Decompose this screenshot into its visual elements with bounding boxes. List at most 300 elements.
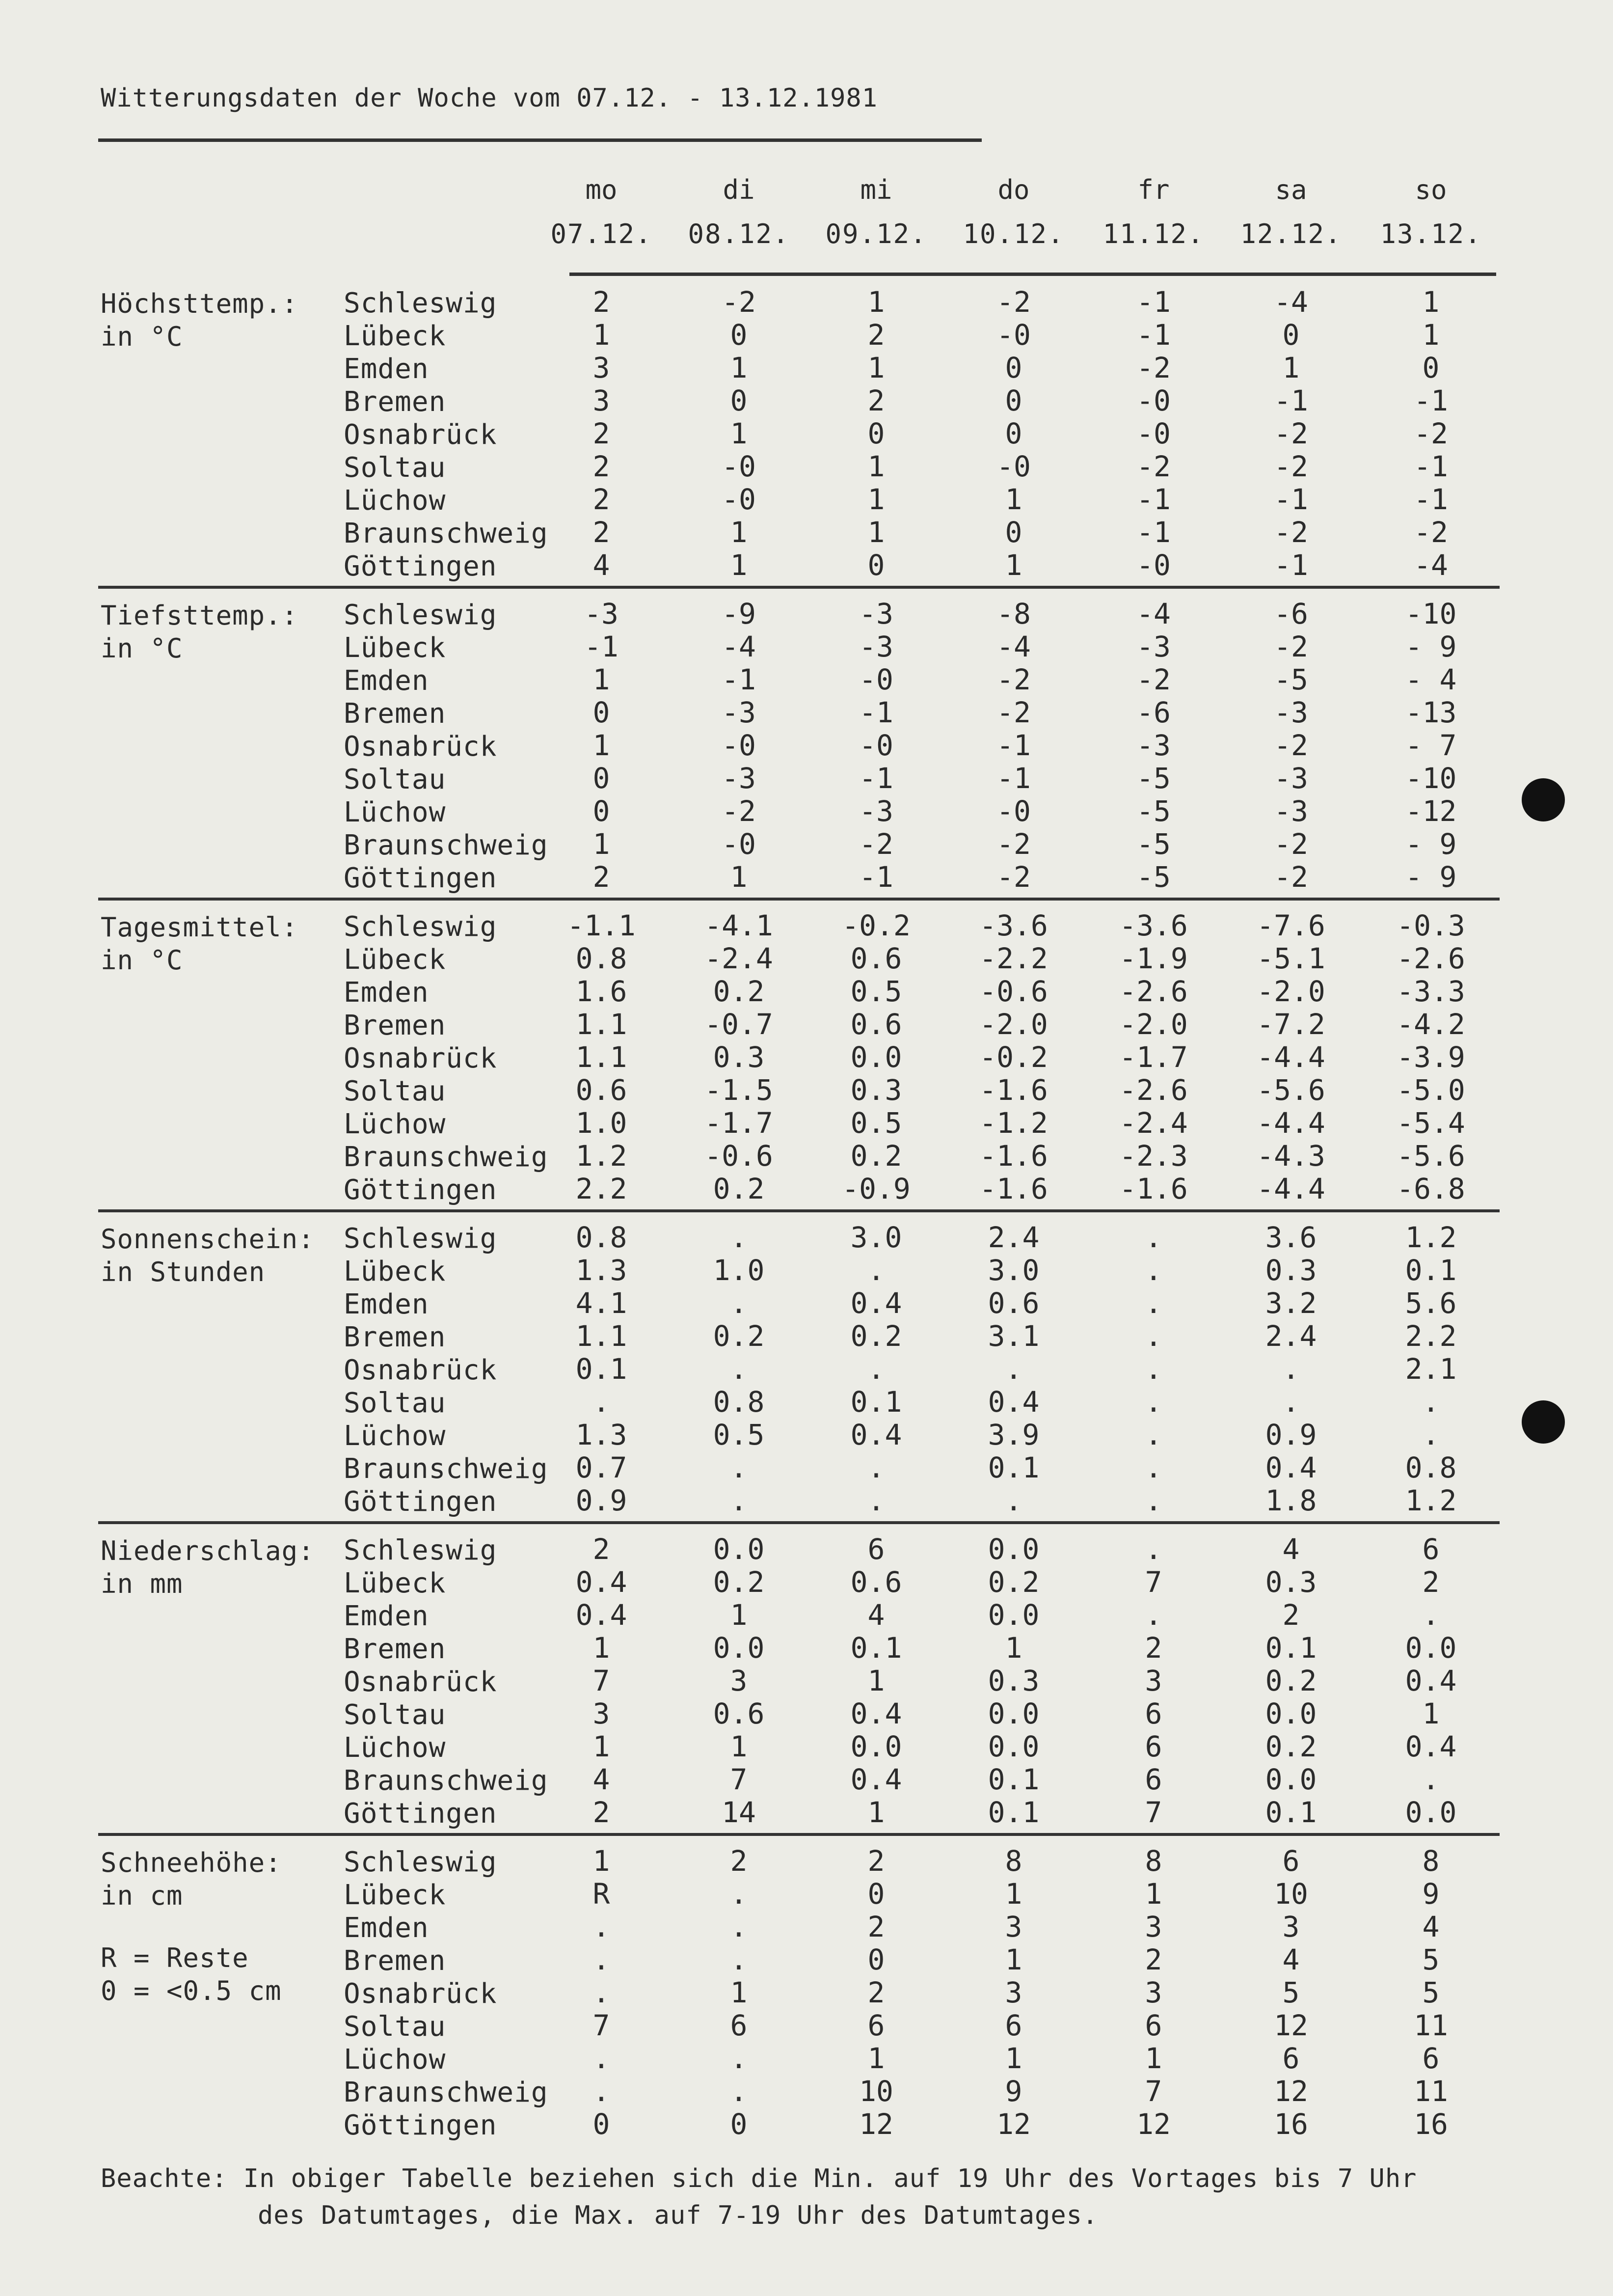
table-cell: -1 [996,762,1031,795]
table-cell: 1 [730,516,748,549]
table-cell: 2.2 [1405,1319,1457,1353]
table-cell: 0.6 [850,1008,902,1041]
table-cell: 0 [1005,351,1022,384]
table-cell: 4 [592,1763,610,1796]
table-cell: -13 [1405,696,1457,729]
table-cell: -1 [1136,516,1171,549]
station-name: Soltau [344,1699,446,1731]
table-cell: . [1422,1418,1440,1451]
table-cell: 0.2 [713,975,765,1008]
table-cell: 1 [1145,1877,1162,1911]
table-cell: 1 [1005,1877,1022,1911]
table-cell: -4 [1274,285,1308,319]
table-cell: 0.6 [575,1073,627,1107]
table-cell: -1.6 [979,1172,1048,1205]
table-cell: -0.2 [842,909,911,942]
table-cell: -1 [1274,548,1308,582]
table-cell: -3 [859,794,893,828]
table-cell: . [1145,1484,1162,1517]
table-cell: 1 [592,1631,610,1665]
table-cell: -1.5 [704,1073,773,1107]
table-cell: . [1145,1221,1162,1254]
table-cell: -5.6 [1397,1139,1465,1173]
table-cell: . [730,1352,748,1386]
station-name: Braunschweig [344,2077,548,2108]
station-name: Lübeck [344,1256,446,1287]
table-cell: 0.8 [575,1221,627,1254]
table-cell: 1.1 [575,1319,627,1353]
table-cell: -4.4 [1257,1040,1325,1074]
table-cell: 0.8 [713,1385,765,1419]
table-cell: 2 [1282,1598,1300,1632]
table-cell: -1.1 [567,909,636,942]
table-cell: -5 [1136,827,1171,861]
table-cell: 7 [1145,1565,1162,1599]
table-cell: 2 [592,1532,610,1566]
table-cell: 1.2 [1405,1221,1457,1254]
table-cell: 0.0 [850,1040,902,1074]
table-cell: -1 [859,696,893,729]
station-name: Göttingen [344,862,497,894]
section-label: in Stunden [101,1257,266,1287]
table-cell: 2 [592,450,610,483]
table-cell: 1.0 [575,1106,627,1140]
table-cell: -4.4 [1257,1106,1325,1140]
table-cell: 3 [1005,1910,1022,1943]
table-cell: 2.2 [575,1172,627,1205]
table-cell: 3 [730,1664,748,1697]
table-cell: 2 [730,1844,748,1878]
table-cell: 1.2 [575,1139,627,1173]
table-cell: -0.6 [979,975,1048,1008]
table-cell: 0.4 [850,1286,902,1320]
table-cell: . [1145,1286,1162,1320]
table-cell: -3 [1274,762,1308,795]
table-cell: 8 [1145,1844,1162,1878]
table-cell: -9 [722,597,756,630]
table-cell: -2 [1274,516,1308,549]
section-rule [98,1521,1500,1524]
table-cell: -0 [996,318,1031,352]
section-label: Höchsttemp.: [101,288,298,319]
table-cell: -0.2 [979,1040,1048,1074]
table-cell: 0.1 [1265,1796,1317,1829]
section-label: R = Reste [101,1942,249,1973]
table-cell: 1 [730,1598,748,1632]
station-name: Osnabrück [344,1354,497,1386]
footnote-line-2: des Datumtages, die Max. auf 7-19 Uhr des Datumtages. [258,2201,1099,2230]
table-cell: 1.8 [1265,1484,1317,1517]
punch-hole [1522,778,1565,821]
table-cell: 2 [1145,1631,1162,1665]
table-cell: 1 [867,285,885,319]
table-cell: 0.3 [713,1040,765,1074]
table-cell: 0.1 [1265,1631,1317,1665]
table-cell: 10 [859,2075,893,2108]
table-cell: 0.1 [988,1451,1040,1484]
station-name: Schleswig [344,287,497,319]
table-cell: . [592,1976,610,2009]
table-cell: 0 [1422,351,1440,384]
table-cell: -6 [1136,696,1171,729]
table-cell: 3 [592,351,610,384]
section-label: in mm [101,1568,183,1599]
table-cell: 0.0 [850,1730,902,1763]
table-cell: . [730,1221,748,1254]
table-cell: 3.0 [850,1221,902,1254]
table-cell: -5.4 [1397,1106,1465,1140]
table-cell: -2 [996,663,1031,696]
station-name: Schleswig [344,1534,497,1566]
station-name: Lüchow [344,1108,446,1140]
station-name: Schleswig [344,599,497,631]
table-cell: 1 [867,450,885,483]
table-cell: -0 [722,827,756,861]
day-name-0: mo [585,174,618,205]
table-cell: 3.0 [988,1254,1040,1287]
table-cell: -2 [1274,417,1308,450]
section-label: in °C [101,633,183,664]
table-cell: -2 [1136,450,1171,483]
station-name: Lüchow [344,485,446,517]
table-cell: -0.9 [842,1172,911,1205]
table-cell: 6 [1145,1730,1162,1763]
table-cell: 0.3 [850,1073,902,1107]
table-cell: -3 [722,696,756,729]
table-cell: 0.9 [575,1484,627,1517]
table-cell: - 4 [1405,663,1457,696]
table-cell: -1.6 [979,1073,1048,1107]
table-cell: -0 [722,483,756,516]
table-cell: -3 [859,630,893,663]
section-label: in °C [101,945,183,976]
section-label: Niederschlag: [101,1535,315,1566]
table-cell: 5 [1422,1943,1440,1976]
table-cell: -2.3 [1119,1139,1188,1173]
table-cell: -4.2 [1397,1008,1465,1041]
table-cell: -3.3 [1397,975,1465,1008]
table-cell: 1 [730,1976,748,2009]
day-name-2: mi [860,174,892,205]
table-cell: 0 [592,696,610,729]
table-cell: 3 [592,1697,610,1730]
table-cell: 3 [592,384,610,417]
section-label: Schneehöhe: [101,1847,282,1878]
table-cell: 4 [1422,1910,1440,1943]
punch-hole [1522,1400,1565,1444]
table-cell: -1 [859,860,893,894]
station-name: Göttingen [344,1798,497,1830]
table-cell: 1 [1145,2042,1162,2075]
section-rule [98,1209,1500,1212]
table-cell: 1.3 [575,1418,627,1451]
day-name-4: fr [1137,174,1170,205]
table-cell: 0.2 [1265,1730,1317,1763]
table-cell: -2 [1274,827,1308,861]
section-label: in cm [101,1880,183,1911]
table-cell: -2 [722,794,756,828]
table-cell: 0.6 [988,1286,1040,1320]
table-cell: -2 [722,285,756,319]
table-cell: . [1145,1254,1162,1287]
table-cell: -2.4 [704,942,773,975]
table-cell: 0.1 [850,1385,902,1419]
table-cell: 0.4 [1405,1730,1457,1763]
day-date-3: 10.12. [963,219,1065,249]
table-cell: -6 [1274,597,1308,630]
station-name: Emden [344,977,429,1009]
table-cell: 1 [867,483,885,516]
table-cell: -8 [996,597,1031,630]
table-cell: 1 [1422,1697,1440,1730]
table-cell: . [867,1484,885,1517]
table-cell: -2.6 [1397,942,1465,975]
table-cell: 3.1 [988,1319,1040,1353]
table-cell: . [592,1385,610,1419]
table-cell: -1.9 [1119,942,1188,975]
table-cell: 0.5 [850,1106,902,1140]
table-cell: 0.0 [988,1532,1040,1566]
table-cell: 6 [867,2009,885,2042]
table-cell: . [1145,1418,1162,1451]
station-name: Bremen [344,1321,446,1353]
table-cell: 6 [1422,1532,1440,1566]
table-cell: 14 [722,1796,756,1829]
table-cell: 2 [592,516,610,549]
table-cell: 4.1 [575,1286,627,1320]
station-name: Braunschweig [344,1453,548,1485]
station-name: Braunschweig [344,1765,548,1797]
station-name: Lüchow [344,1420,446,1452]
table-cell: . [1005,1484,1022,1517]
table-cell: . [867,1352,885,1386]
station-name: Lüchow [344,796,446,828]
table-cell: 1.0 [713,1254,765,1287]
table-cell: 0.4 [850,1418,902,1451]
station-name: Osnabrück [344,1042,497,1074]
table-cell: -3.6 [979,909,1048,942]
table-cell: . [1422,1598,1440,1632]
table-cell: 1.1 [575,1008,627,1041]
table-cell: 3 [1145,1976,1162,2009]
table-cell: 12 [996,2107,1031,2141]
table-cell: -1 [1136,483,1171,516]
table-cell: . [1422,1763,1440,1796]
station-name: Lübeck [344,944,446,976]
table-cell: 0.2 [1265,1664,1317,1697]
table-cell: 7 [730,1763,748,1796]
table-cell: . [730,2042,748,2075]
table-cell: 4 [1282,1532,1300,1566]
table-cell: -5.1 [1257,942,1325,975]
table-cell: 0.2 [988,1565,1040,1599]
table-cell: -1 [1136,285,1171,319]
table-cell: 10 [1274,1877,1308,1911]
table-cell: -0 [722,450,756,483]
table-cell: -2 [859,827,893,861]
day-date-0: 07.12. [550,219,652,249]
table-cell: 0.1 [850,1631,902,1665]
station-name: Soltau [344,452,446,484]
table-cell: -3.6 [1119,909,1188,942]
day-date-5: 12.12. [1240,219,1342,249]
station-name: Bremen [344,1945,446,1977]
table-cell: 0.3 [988,1664,1040,1697]
table-cell: 1 [592,1730,610,1763]
table-cell: . [1145,1598,1162,1632]
day-date-1: 08.12. [688,219,790,249]
table-cell: 0.9 [1265,1418,1317,1451]
station-name: Soltau [344,2011,446,2043]
table-cell: . [1145,1352,1162,1386]
table-cell: -3.9 [1397,1040,1465,1074]
footnote [101,2160,1417,2234]
table-cell: 0.1 [575,1352,627,1386]
section-rule [98,898,1500,901]
table-cell: 0 [1005,384,1022,417]
table-cell: -4 [1414,548,1448,582]
day-name-3: do [997,174,1030,205]
table-cell: 0.4 [1405,1664,1457,1697]
table-cell: -1.6 [979,1139,1048,1173]
table-cell: -2 [996,285,1031,319]
table-cell: 1 [867,516,885,549]
table-cell: 1 [592,318,610,352]
table-cell: -4.3 [1257,1139,1325,1173]
table-cell: 6 [867,1532,885,1566]
table-cell: -1 [1136,318,1171,352]
table-cell: 0.1 [988,1796,1040,1829]
table-cell: -1.6 [1119,1172,1188,1205]
table-cell: 1.6 [575,975,627,1008]
station-name: Lüchow [344,2044,446,2076]
table-cell: 2.4 [988,1221,1040,1254]
title-underline [98,138,982,142]
table-cell: 0.8 [575,942,627,975]
table-cell: 2 [1145,1943,1162,1976]
table-cell: 0.2 [713,1319,765,1353]
table-cell: 0.0 [988,1598,1040,1632]
table-cell: 3.9 [988,1418,1040,1451]
table-cell: 1 [730,548,748,582]
table-cell: -5.6 [1257,1073,1325,1107]
table-cell: . [730,1286,748,1320]
station-name: Emden [344,665,429,697]
station-name: Osnabrück [344,731,497,763]
table-cell: -2 [1274,630,1308,663]
table-cell: 0 [867,1877,885,1911]
station-name: Göttingen [344,1174,497,1206]
table-cell: -2 [1136,663,1171,696]
section-rule [98,1833,1500,1836]
section-label: 0 = <0.5 cm [101,1975,282,2006]
table-cell: -0 [1136,548,1171,582]
station-name: Soltau [344,1387,446,1419]
table-cell: 0 [867,548,885,582]
station-name: Bremen [344,386,446,418]
table-cell: 0.4 [988,1385,1040,1419]
table-cell: -2.6 [1119,1073,1188,1107]
station-name: Lübeck [344,1567,446,1599]
table-cell: - 9 [1405,630,1457,663]
table-cell: -1 [584,630,618,663]
table-cell: . [1145,1451,1162,1484]
table-cell: 0.6 [850,1565,902,1599]
table-cell: 8 [1422,1844,1440,1878]
station-name: Emden [344,1288,429,1320]
table-cell: . [1282,1352,1300,1386]
table-cell: 1 [1282,351,1300,384]
table-cell: . [1005,1352,1022,1386]
table-cell: 0.0 [1265,1763,1317,1796]
table-cell: 5 [1282,1976,1300,2009]
table-cell: 0.2 [850,1319,902,1353]
table-cell: -1.7 [1119,1040,1188,1074]
table-cell: 6 [1145,2009,1162,2042]
table-cell: 3.6 [1265,1221,1317,1254]
table-cell: - 7 [1405,729,1457,762]
table-cell: . [592,1943,610,1976]
table-cell: 16 [1274,2107,1308,2141]
table-cell: 1 [730,351,748,384]
table-cell: -3 [1274,696,1308,729]
table-cell: 0.6 [713,1697,765,1730]
table-cell: . [1145,1319,1162,1353]
table-cell: 1 [867,1796,885,1829]
table-cell: 3 [1145,1664,1162,1697]
table-cell: 0.0 [1265,1697,1317,1730]
table-cell: -1 [1414,384,1448,417]
table-cell: . [1145,1385,1162,1419]
table-cell: 7 [592,2009,610,2042]
section-label: in °C [101,321,183,352]
table-cell: 0 [592,2107,610,2141]
table-cell: 2 [867,1910,885,1943]
station-name: Lübeck [344,320,446,352]
table-cell: -0 [1136,384,1171,417]
table-cell: 2 [867,318,885,352]
table-cell: 0 [1005,516,1022,549]
table-cell: -6.8 [1397,1172,1465,1205]
table-cell: 1 [1422,285,1440,319]
day-name-6: so [1415,174,1447,205]
table-cell: 0.5 [713,1418,765,1451]
station-name: Bremen [344,1010,446,1041]
table-cell: 0.8 [1405,1451,1457,1484]
table-cell: -3 [584,597,618,630]
table-cell: 0.0 [988,1697,1040,1730]
table-cell: -2.2 [979,942,1048,975]
section-label: Tagesmittel: [101,912,298,943]
station-name: Bremen [344,1633,446,1665]
table-cell: 3 [1145,1910,1162,1943]
table-cell: 0.4 [575,1598,627,1632]
table-cell: 1.2 [1405,1484,1457,1517]
table-cell: 7 [1145,2075,1162,2108]
table-cell: -4 [1136,597,1171,630]
table-cell: 2 [867,1976,885,2009]
table-cell: . [730,1484,748,1517]
table-cell: 0 [867,417,885,450]
table-cell: -1 [1274,384,1308,417]
table-cell: 0.0 [1405,1631,1457,1665]
table-cell: 0 [1282,318,1300,352]
table-cell: -2.6 [1119,975,1188,1008]
table-cell: -1 [1414,483,1448,516]
table-cell: -0 [996,450,1031,483]
table-cell: -2 [996,696,1031,729]
table-cell: 1 [1005,548,1022,582]
